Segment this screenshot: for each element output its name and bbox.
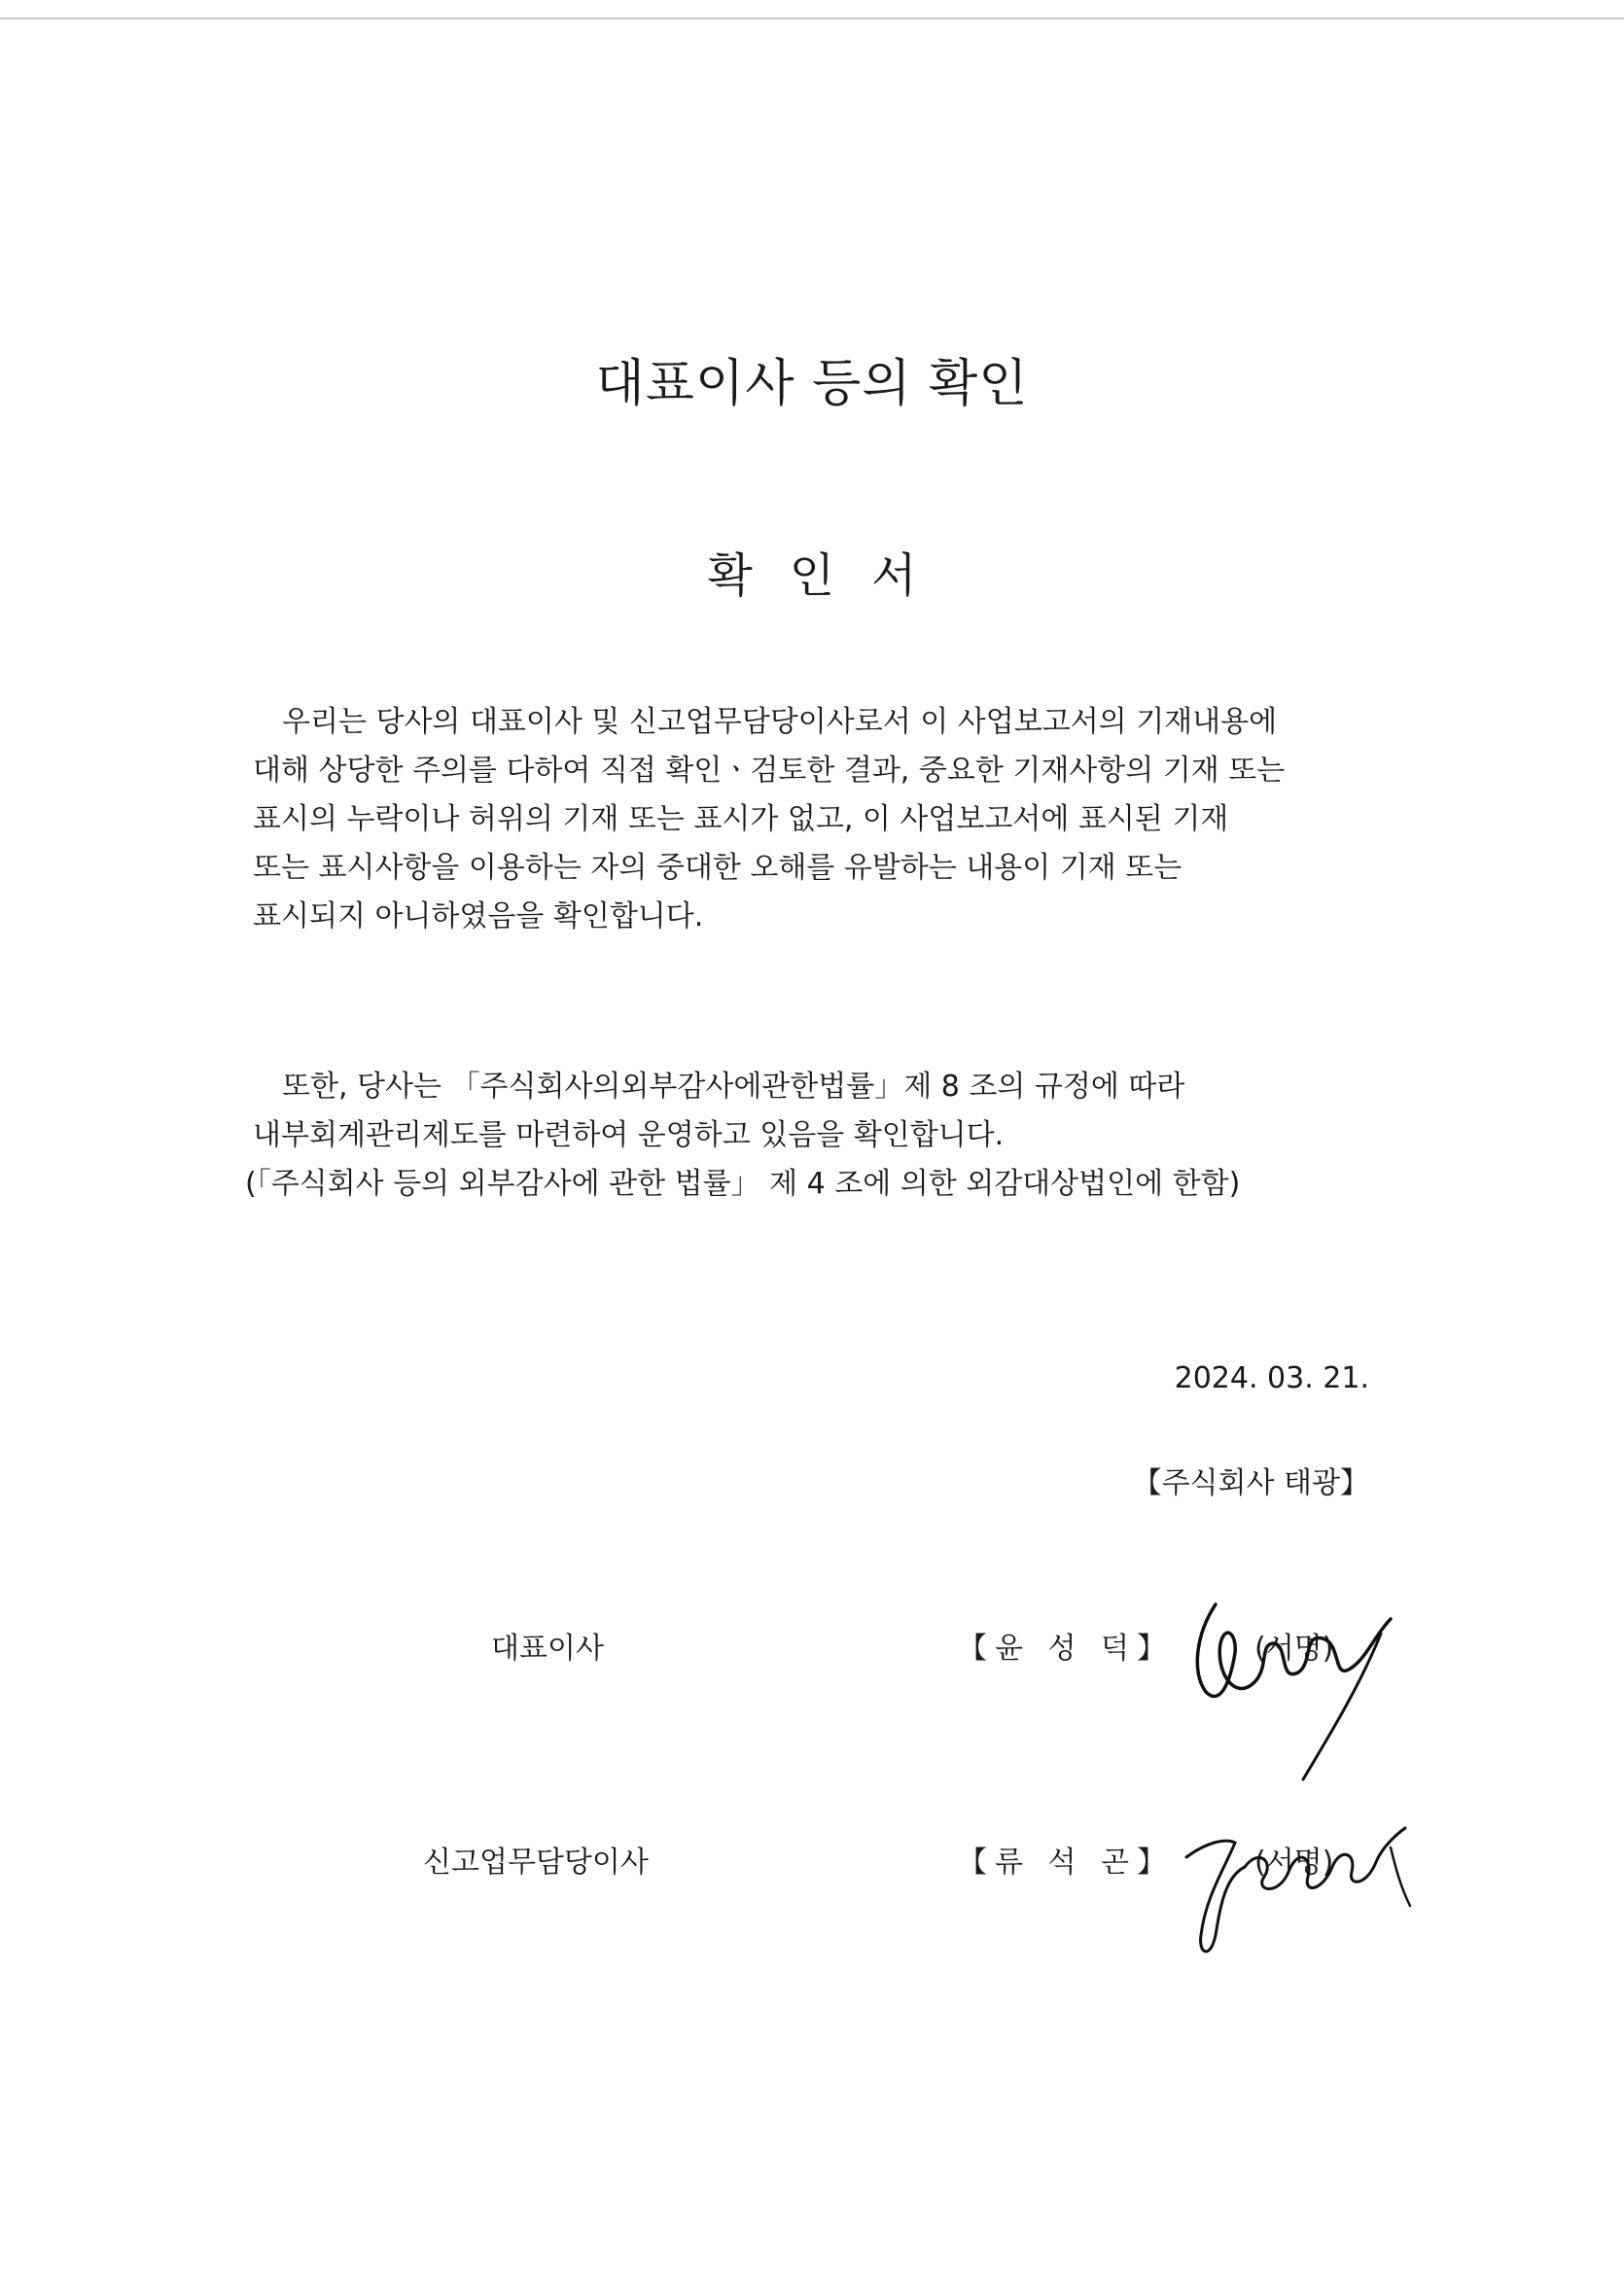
filing-director-name: 【류 석 곤】 [958,1846,1175,1880]
paragraph-line: 대해 상당한 주의를 다하여 직접 확인ㆍ검토한 결과, 중요한 기재사항의 기재 또는 [253,754,1286,788]
ceo-signature [1177,1575,1410,1809]
ceo-name: 【윤 성 덕】 [958,1632,1175,1666]
company-name: 【주식회사 태광】 [1132,1466,1369,1500]
paragraph-line: 내부회계관리제도를 마련하여 운영하고 있음을 확인합니다. [253,1118,1005,1152]
paragraph-line: 또는 표시사항을 이용하는 자의 중대한 오해를 유발하는 내용이 기재 또는 [253,851,1183,885]
top-border-line [0,18,1624,19]
document-title: 대표이사 등의 확인 [595,355,1029,413]
paragraph-line: 표시되지 아니하였음을 확인합니다. [253,899,704,933]
paragraph-line: 또한, 당사는 「주식회사의외부감사에관한법률」제 8 조의 규정에 따라 [282,1070,1185,1104]
confirmation-paragraph [253,698,1420,941]
filing-director-signature [1167,1789,1420,1974]
ceo-role-label: 대표이사 [491,1632,604,1666]
paragraph-line: 우리는 당사의 대표이사 및 신고업무담당이사로서 이 사업보고서의 기재내용에 [282,705,1278,739]
internal-control-paragraph [245,1063,1420,1209]
filing-director-sign-label: (서명) [1254,1846,1334,1880]
ceo-sign-label: (서명) [1254,1632,1334,1666]
paragraph-note: (「주식회사 등의 외부감사에 관한 법률」 제 4 조에 의한 외감대상법인에 한함) [245,1167,1241,1201]
paragraph-line: 표시의 누락이나 허위의 기재 또는 표시가 없고, 이 사업보고서에 표시된 기재 [253,802,1229,836]
filing-director-role-label: 신고업무담당이사 [423,1846,649,1880]
document-subtitle: 확인서 [707,548,954,603]
document-date: 2024. 03. 21. [1174,1361,1369,1395]
